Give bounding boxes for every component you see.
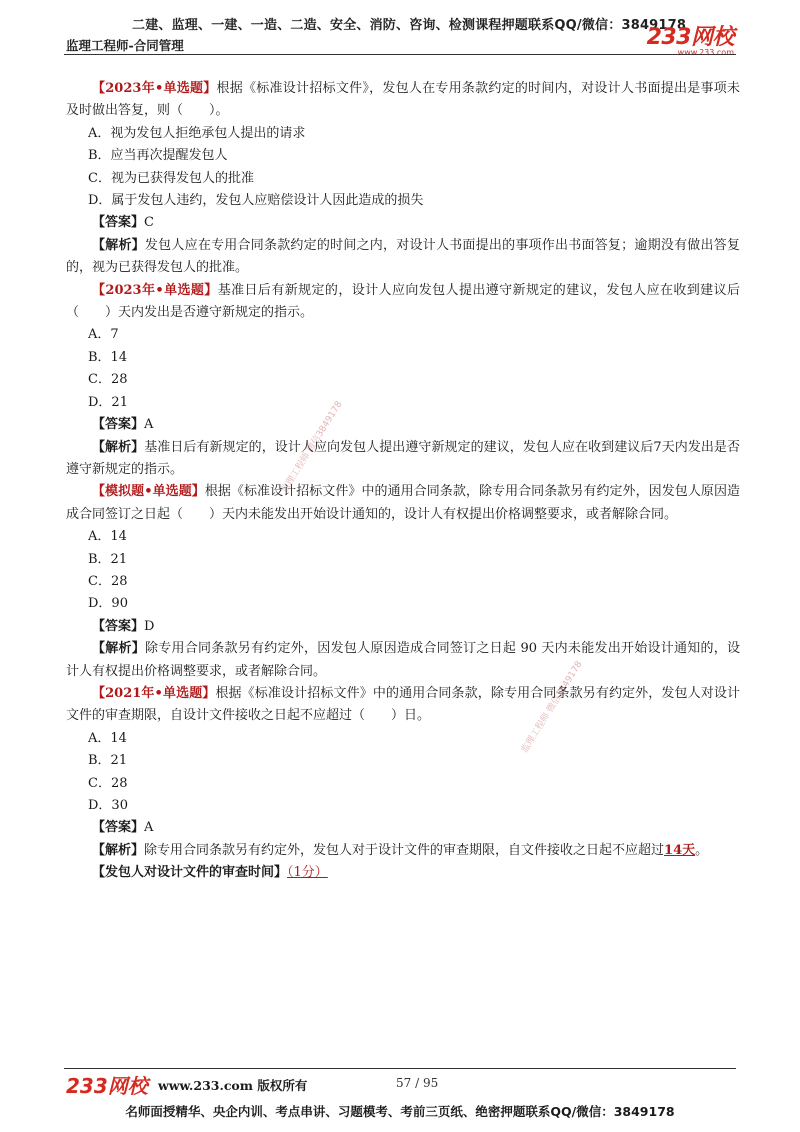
analysis: 【解析】除专用合同条款另有约定外，发包人对于设计文件的审查期限，自文件接收之日起不应超过14天。: [92, 842, 709, 858]
footer-contact: 名师面授精华、央企内训、考点串讲、习题模考、考前三页纸、绝密押题联系QQ/微信：3849178: [125, 1104, 675, 1119]
answer: 【答案】A: [92, 820, 154, 836]
header-subtitle: 监理工程师-合同管理: [66, 38, 184, 53]
option: C．28: [88, 372, 128, 388]
option: B．21: [88, 753, 128, 769]
question-tag: 【2023年•单选题】: [92, 282, 218, 298]
analysis: 【解析】基准日后有新规定的，设计人应向发包人提出遵守新规定的建议，发包人应在收到建议后7天内发出是否遵守新规定的指示。: [66, 439, 740, 477]
question-stem: 【2023年•单选题】根据《标准设计招标文件》，发包人在专用条款约定的时间内，对设计人书面提出是事项未及时做出答复，则（ ）。: [66, 81, 740, 119]
option: B．应当再次提醒发包人: [88, 148, 228, 164]
answer: 【答案】D: [92, 618, 155, 634]
option: C．视为已获得发包人的批准: [88, 170, 254, 186]
header-top-line: 二建、监理、一建、一造、二造、安全、消防、咨询、检测课程押题联系QQ/微信：3849178: [132, 18, 687, 33]
analysis: 【解析】除专用合同条款另有约定外，因发包人原因造成合同签订之日起 90 天内未能发出开始设计通知的，设计人有权提出价格调整要求，或者解除合同。: [66, 641, 740, 679]
answer: 【答案】C: [92, 215, 154, 231]
option: A．14: [88, 730, 127, 746]
option: D．21: [88, 394, 128, 410]
question-stem: 【模拟题•单选题】根据《标准设计招标文件》中的通用合同条款，除专用合同条款另有约定外，因发包人原因造成合同签订之日起（ ）天内未能发出开始设计通知的，设计人有权提出价格调整要求，或者解除合同。: [66, 484, 740, 522]
option: A．视为发包人拒绝承包人提出的请求: [88, 125, 306, 141]
question-tag: 【2021年•单选题】: [92, 685, 216, 701]
option: A．7: [88, 327, 119, 343]
question-stem: 【2023年•单选题】基准日后有新规定的，设计人应向发包人提出遵守新规定的建议，发包人应在收到建议后（ ）天内发出是否遵守新规定的指示。: [66, 282, 740, 321]
footer-divider: [64, 1068, 736, 1069]
highlight: 14天: [664, 842, 696, 858]
logo: 233网校 www.233.com: [646, 25, 734, 57]
option: B．14: [88, 349, 128, 365]
header-divider: [64, 54, 736, 55]
option: C．28: [88, 775, 128, 791]
analysis: 【解析】发包人应在专用合同条款约定的时间之内，对设计人书面提出的事项作出书面答复；逾期没有做出答复的，视为已获得发包人的批准。: [66, 237, 740, 276]
document-body: [66, 78, 740, 885]
option: C．28: [88, 573, 128, 589]
answer: 【答案】A: [92, 417, 154, 433]
option: D．90: [88, 596, 128, 612]
question-stem: 【2021年•单选题】根据《标准设计招标文件》中的通用合同条款，除专用合同条款另有约定外，发包人对设计文件的审查期限，自设计文件接收之日起不应超过（ ）日。: [66, 685, 740, 724]
key-point-score: （1分）: [287, 865, 328, 881]
key-point: 【发包人对设计文件的审查时间】（1分）: [92, 865, 328, 881]
question-tag: 【2023年•单选题】: [92, 81, 217, 96]
question-tag: 【模拟题•单选题】: [92, 484, 205, 500]
watermark: 监理工程师 微信3849178: [519, 659, 585, 755]
option: B．21: [88, 551, 128, 567]
option: A．14: [88, 529, 127, 545]
option: D．30: [88, 798, 128, 813]
footer-site: www.233.com 版权所有: [158, 1078, 308, 1093]
footer-logo: 233网校: [66, 1074, 148, 1098]
option: D．属于发包人违约，发包人应赔偿设计人因此造成的损失: [88, 193, 424, 209]
page-number: 57 / 95: [396, 1076, 439, 1090]
watermark: 监理工程师 微信3849178: [279, 399, 345, 495]
